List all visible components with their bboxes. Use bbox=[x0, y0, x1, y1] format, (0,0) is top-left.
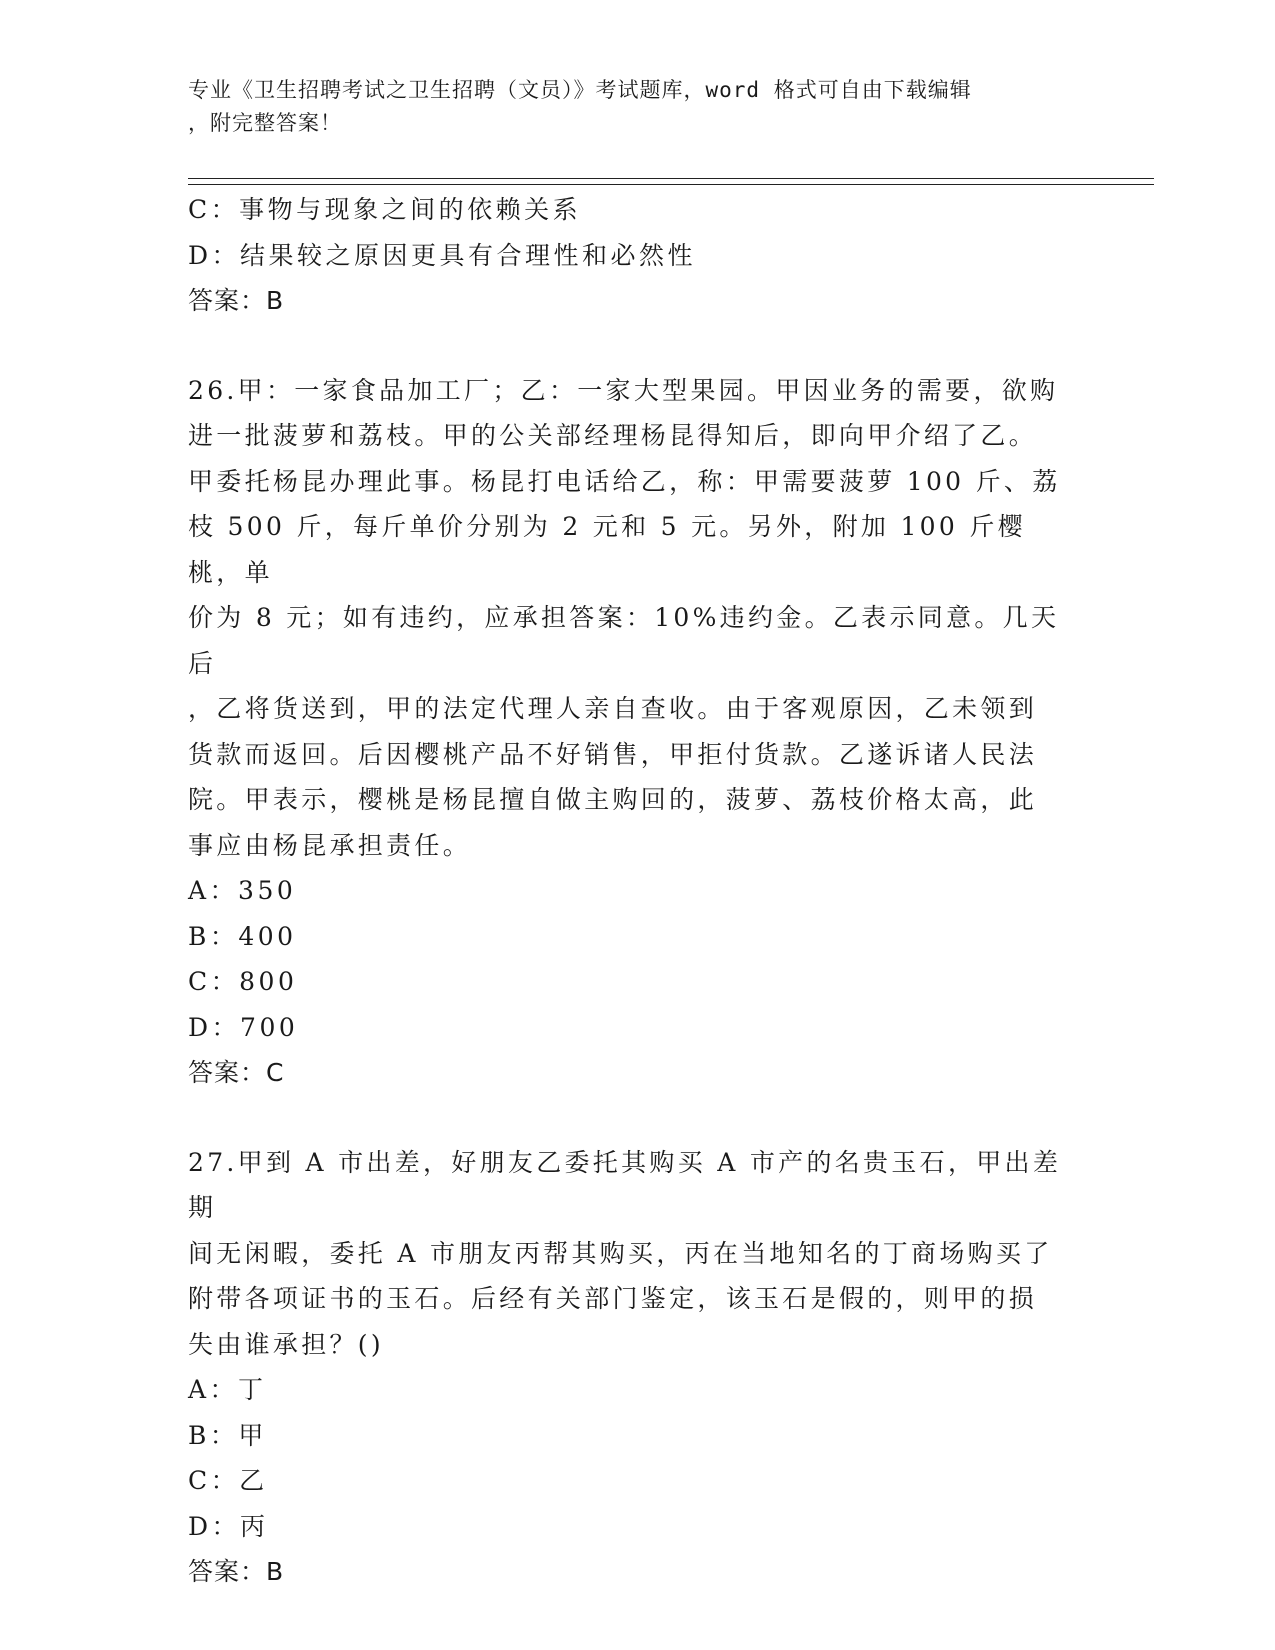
option-b: B：400 bbox=[188, 921, 297, 951]
question-stem-line: 枝 500 斤，每斤单价分别为 2 元和 5 元。另外，附加 100 斤樱桃，单 bbox=[188, 512, 1026, 587]
question-25-tail bbox=[188, 187, 1068, 324]
option-b: B：甲 bbox=[188, 1420, 267, 1450]
option-c: C：800 bbox=[188, 967, 298, 996]
document-body bbox=[188, 187, 1068, 1595]
question-stem-line: 事应由杨昆承担责任。 bbox=[188, 830, 472, 860]
question-stem-line: ，乙将货送到，甲的法定代理人亲自查收。由于客观原因，乙未领到 bbox=[188, 694, 1038, 723]
spacer bbox=[188, 324, 1068, 368]
header-line-1: 专业《卫生招聘考试之卫生招聘（文员）》考试题库，word 格式可自由下载编辑 bbox=[188, 78, 972, 102]
option-a: A：350 bbox=[188, 876, 297, 905]
question-stem-line: 间无闲暇，委托 A 市朋友丙帮其购买，丙在当地知名的丁商场购买了 bbox=[188, 1238, 1053, 1268]
header-divider bbox=[188, 178, 1154, 185]
question-stem-line: 甲委托杨昆办理此事。杨昆打电话给乙，称：甲需要菠萝 100 斤、荔 bbox=[188, 466, 1061, 496]
option-d: D：结果较之原因更具有合理性和必然性 bbox=[188, 240, 697, 270]
option-c: C：事物与现象之间的依赖关系 bbox=[188, 195, 582, 224]
question-stem-line: 26.甲：一家食品加工厂；乙：一家大型果园。甲因业务的需要，欲购 bbox=[188, 375, 1059, 405]
header-line-2: ，附完整答案！ bbox=[188, 111, 342, 135]
question-stem-line: 附带各项证书的玉石。后经有关部门鉴定，该玉石是假的，则甲的损 bbox=[188, 1284, 1038, 1313]
question-stem-line: 27.甲到 A 市出差，好朋友乙委托其购买 A 市产的名贵玉石，甲出差期 bbox=[188, 1147, 1062, 1222]
option-c: C：乙 bbox=[188, 1466, 268, 1495]
question-26 bbox=[188, 368, 1068, 1096]
answer-line: 答案：B bbox=[188, 286, 285, 315]
option-a: A：丁 bbox=[188, 1375, 267, 1404]
question-27 bbox=[188, 1140, 1068, 1595]
question-stem-line: 失由谁承担？() bbox=[188, 1329, 384, 1359]
option-d: D：丙 bbox=[188, 1511, 269, 1541]
question-stem-line: 价为 8 元；如有违约，应承担答案：10%违约金。乙表示同意。几天后 bbox=[188, 603, 1060, 678]
spacer bbox=[188, 1096, 1068, 1140]
answer-line: 答案：C bbox=[188, 1058, 285, 1087]
page-header bbox=[188, 74, 1068, 140]
question-stem-line: 院。甲表示，樱桃是杨昆擅自做主购回的，菠萝、荔枝价格太高，此 bbox=[188, 785, 1038, 814]
question-stem-line: 进一批菠萝和荔枝。甲的公关部经理杨昆得知后，即向甲介绍了乙。 bbox=[188, 421, 1038, 450]
answer-line: 答案：B bbox=[188, 1557, 285, 1586]
option-d: D：700 bbox=[188, 1012, 299, 1042]
question-stem-line: 货款而返回。后因樱桃产品不好销售，甲拒付货款。乙遂诉诸人民法 bbox=[188, 739, 1038, 769]
